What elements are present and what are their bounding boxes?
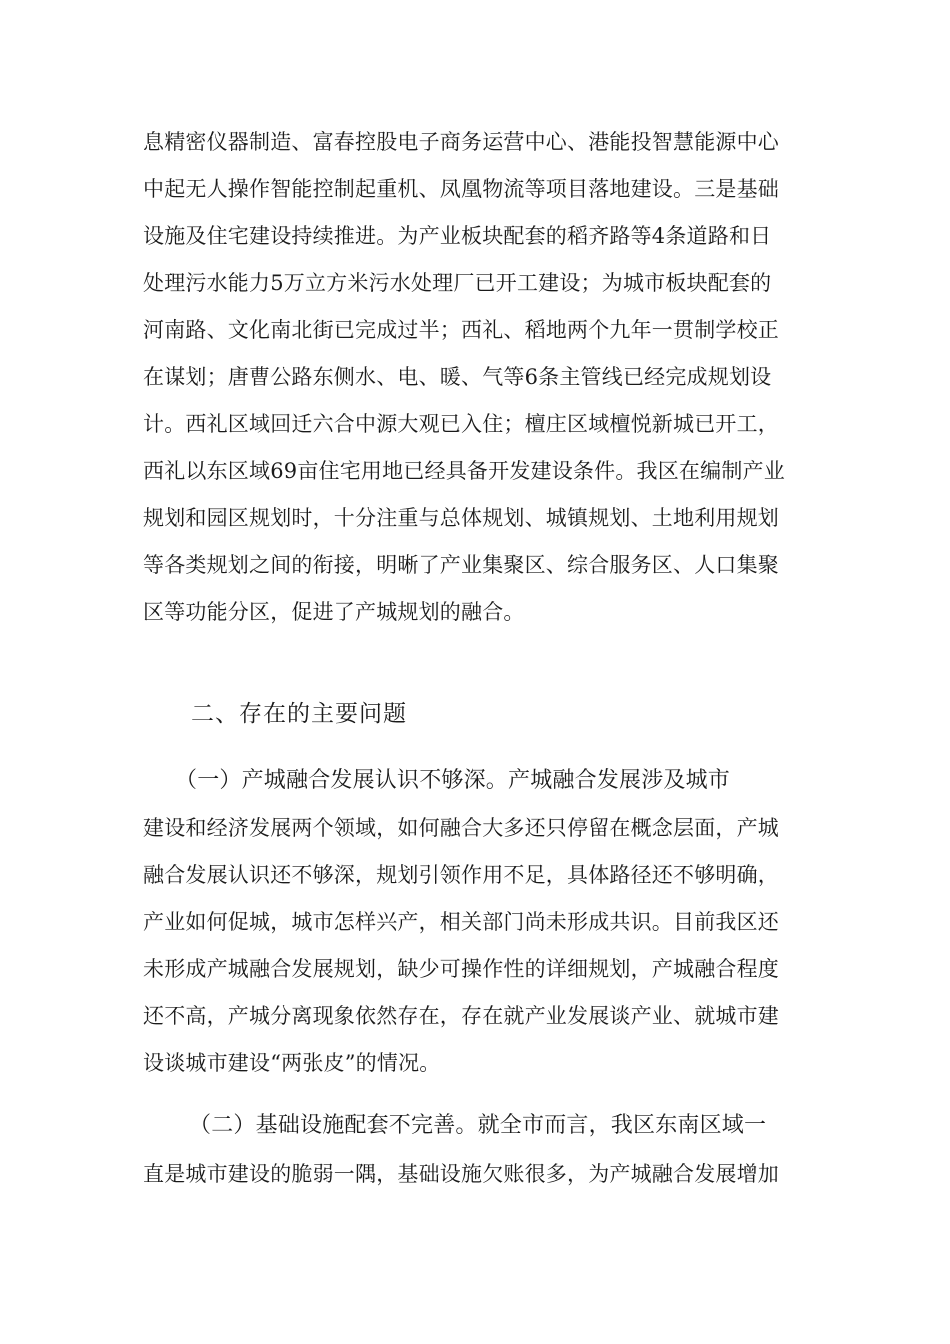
paragraph-line: 设谈城市建设“两张皮”的情况。 bbox=[143, 1051, 441, 1075]
paragraph-line: 直是城市建设的脆弱一隅，基础设施欠账很多，为产城融合发展增加 bbox=[143, 1162, 779, 1186]
paragraph-line: 等各类规划之间的衔接，明晰了产业集聚区、综合服务区、人口集聚 bbox=[143, 553, 779, 577]
paragraph-line: 计。西礼区域回迁六合中源大观已入住；檀庄区域檀悦新城已开工， bbox=[143, 412, 779, 436]
paragraph-line: 未形成产城融合发展规划，缺少可操作性的详细规划，产城融合程度 bbox=[143, 957, 779, 981]
section-heading: 二、存在的主要问题 bbox=[191, 701, 407, 727]
paragraph-line: 河南路、文化南北街已完成过半；西礼、稻地两个九年一贯制学校正 bbox=[143, 318, 779, 342]
paragraph-line: （二）基础设施配套不完善。就全市而言，我区东南区域一 bbox=[189, 1113, 767, 1138]
paragraph-line: 融合发展认识还不够深，规划引领作用不足，具体路径还不够明确， bbox=[143, 863, 779, 887]
paragraph-line: 建设和经济发展两个领域，如何融合大多还只停留在概念层面，产城 bbox=[143, 816, 779, 840]
paragraph-line: 设施及住宅建设持续推进。为产业板块配套的稻齐路等4条道路和日 bbox=[143, 224, 772, 248]
paragraph-line: 还不高，产城分离现象依然存在，存在就产业发展谈产业、就城市建 bbox=[143, 1004, 779, 1028]
paragraph-line: 区等功能分区，促进了产城规划的融合。 bbox=[143, 600, 525, 624]
paragraph-line: 规划和园区规划时，十分注重与总体规划、城镇规划、土地利用规划 bbox=[143, 506, 779, 530]
paragraph-line: 息精密仪器制造、富春控股电子商务运营中心、港能投智慧能源中心 bbox=[143, 130, 779, 154]
paragraph-line: 中起无人操作智能控制起重机、凤凰物流等项目落地建设。三是基础 bbox=[143, 177, 779, 201]
paragraph-line: 产业如何促城，城市怎样兴产，相关部门尚未形成共识。目前我区还 bbox=[143, 910, 779, 934]
paragraph-line: 处理污水能力5万立方米污水处理厂已开工建设；为城市板块配套的 bbox=[143, 271, 772, 295]
paragraph-line: （一）产城融合发展认识不够深。产城融合发展涉及城市 bbox=[175, 768, 731, 793]
paragraph-line: 西礼以东区域69亩住宅用地已经具备开发建设条件。我区在编制产业 bbox=[143, 459, 785, 483]
paragraph-line: 在谋划；唐曹公路东侧水、电、暖、气等6条主管线已经完成规划设 bbox=[143, 365, 772, 389]
